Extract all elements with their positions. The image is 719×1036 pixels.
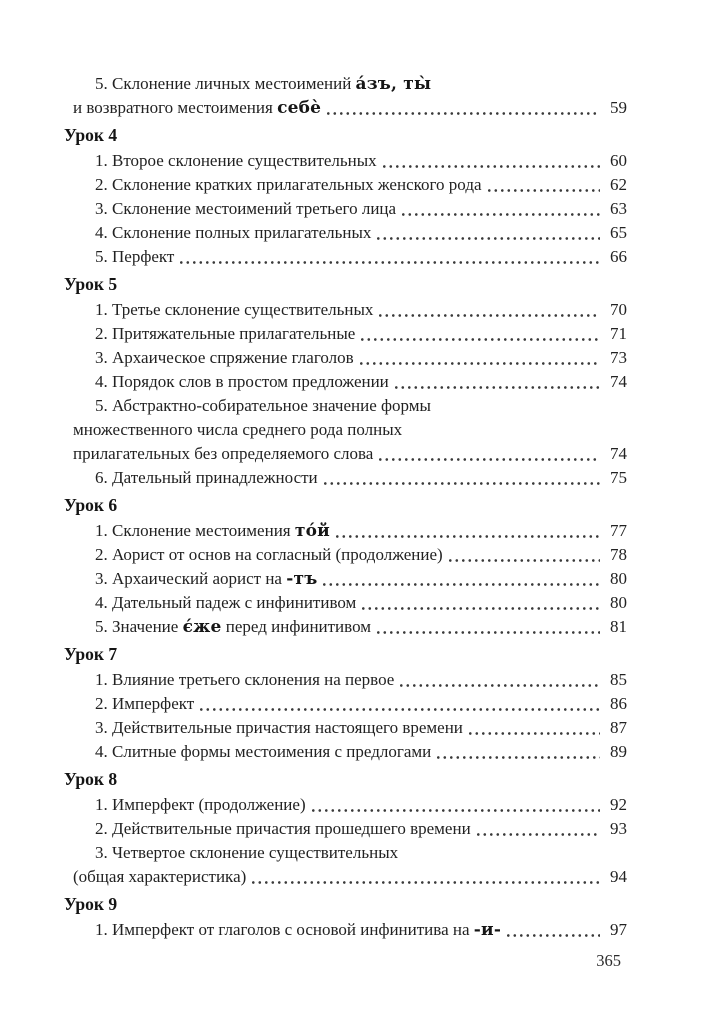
toc-entry-text: [95, 716, 463, 740]
entry-text-segment: 1. Влияние третьего склонения на первое: [95, 670, 395, 689]
entry-text-segment: 2. Склонение кратких прилагательных женского рода: [95, 175, 482, 194]
entry-text-segment: 1. Склонение местоимения: [95, 521, 295, 540]
toc-entry-text: [95, 149, 377, 173]
dot-leader: [449, 543, 600, 567]
entry-text-segment: 1. Третье склонение существительных: [95, 300, 374, 319]
entry-text-segment: 1. Имперфект (продолжение): [95, 795, 306, 814]
toc-entry-line: [64, 543, 627, 567]
section-title: Урок 4: [64, 125, 118, 145]
toc-entry-text: [95, 591, 356, 615]
section-title: Урок 9: [64, 894, 118, 914]
entry-text-segment: 5. Абстрактно-собирательное значение формы: [95, 396, 431, 415]
dot-leader: [379, 298, 600, 322]
church-slavonic-term: є́же: [182, 617, 222, 637]
toc-page-number: 71: [610, 324, 627, 343]
toc-page-number: 74: [610, 372, 627, 391]
dot-leader: [383, 149, 600, 173]
entry-text-segment: множественного числа среднего рода полных: [73, 420, 403, 439]
toc-entry-text: [95, 567, 317, 591]
toc-entry-text: [95, 298, 373, 322]
toc-entry-text: [73, 442, 373, 466]
toc-entry-text: [95, 466, 318, 490]
dot-leader: [377, 221, 600, 245]
toc-page-number: 97: [610, 920, 627, 939]
toc-entry-text: [95, 692, 194, 716]
entry-text-segment: 3. Действительные причастия настоящего времени: [95, 718, 463, 737]
table-of-contents: [64, 72, 627, 942]
toc-entry-line: [64, 615, 627, 639]
dot-leader: [402, 197, 600, 221]
entry-text-segment: 2. Действительные причастия прошедшего времени: [95, 819, 471, 838]
dot-leader: [362, 591, 600, 615]
toc-entry-line: [64, 298, 627, 322]
entry-text-segment: 1. Имперфект от глаголов с основой инфинитива на: [95, 920, 474, 939]
toc-entry-line: [64, 841, 627, 865]
toc-entry-line: [64, 173, 627, 197]
toc-entry-line: [64, 197, 627, 221]
toc-entry-line: [64, 418, 627, 442]
toc-page-number: 89: [610, 742, 627, 761]
entry-text-segment: 2. Притяжательные прилагательные: [95, 324, 356, 343]
toc-entry-text: [95, 394, 431, 418]
entry-text-segment: 1. Второе склонение существительных: [95, 151, 377, 170]
toc-entry-line: [64, 591, 627, 615]
toc-entry-text: [95, 740, 431, 764]
toc-entry-text: [95, 817, 471, 841]
church-slavonic-term: то́й: [294, 521, 330, 541]
toc-entry-text: [95, 173, 482, 197]
toc-page-number: 70: [610, 300, 627, 319]
toc-entry-line: [64, 346, 627, 370]
toc-page-number: 80: [610, 569, 627, 588]
toc-page-number: 85: [610, 670, 627, 689]
toc-page-number: 65: [610, 223, 627, 242]
toc-entry-line: [64, 96, 627, 120]
entry-text-segment: 2. Аорист от основ на согласный (продолжение): [95, 545, 443, 564]
entry-text-segment: 3. Четвертое склонение существительных: [95, 843, 399, 862]
dot-leader: [360, 346, 600, 370]
dot-leader: [252, 865, 600, 889]
section-title: Урок 5: [64, 274, 118, 294]
church-slavonic-term: себѐ: [277, 98, 322, 118]
toc-entry-line: [64, 466, 627, 490]
toc-entry-text: [73, 865, 246, 889]
entry-text-segment: 3. Склонение местоимений третьего лица: [95, 199, 397, 218]
church-slavonic-term: -тъ: [286, 569, 318, 589]
dot-leader: [488, 173, 600, 197]
dot-leader: [437, 740, 600, 764]
toc-entry-text: [73, 418, 402, 442]
toc-entry-text: [95, 918, 501, 942]
dot-leader: [477, 817, 600, 841]
toc-entry-line: [64, 668, 627, 692]
entry-text-segment: и возвратного местоимения: [73, 98, 278, 117]
dot-leader: [507, 918, 600, 942]
toc-entry-text: [95, 841, 398, 865]
toc-page-number: 93: [610, 819, 627, 838]
toc-page-number: 66: [610, 247, 627, 266]
toc-entry-text: [95, 72, 431, 96]
dot-leader: [180, 245, 600, 269]
dot-leader: [377, 615, 600, 639]
toc-page-number: 80: [610, 593, 627, 612]
entry-text-segment: 5. Склонение личных местоимений: [95, 74, 356, 93]
toc-entry-line: [64, 322, 627, 346]
dot-leader: [361, 322, 600, 346]
toc-entry-text: [95, 322, 355, 346]
entry-text-segment: 6. Дательный принадлежности: [95, 468, 318, 487]
toc-entry-line: [64, 918, 627, 942]
section-title: Урок 7: [64, 644, 118, 664]
toc-page-number: 92: [610, 795, 627, 814]
toc-entry-line: [64, 245, 627, 269]
toc-entry-text: [95, 221, 371, 245]
toc-entry-line: [64, 567, 627, 591]
entry-text-segment: (общая характеристика): [73, 867, 247, 886]
entry-text-segment: прилагательных без определяемого слова: [73, 444, 374, 463]
dot-leader: [327, 96, 600, 120]
toc-page-number: 77: [610, 521, 627, 540]
dot-leader: [400, 668, 600, 692]
toc-entry-text: [95, 370, 389, 394]
entry-text-segment: 3. Архаический аорист на: [95, 569, 287, 588]
toc-page-number: 62: [610, 175, 627, 194]
entry-text-segment: 2. Имперфект: [95, 694, 195, 713]
dot-leader: [324, 466, 600, 490]
dot-leader: [395, 370, 600, 394]
toc-entry-line: [64, 716, 627, 740]
toc-entry-line: [64, 740, 627, 764]
church-slavonic-term: -и-: [473, 920, 502, 940]
dot-leader: [200, 692, 600, 716]
toc-entry-text: [95, 346, 354, 370]
folio-page-number: 365: [596, 951, 621, 970]
church-slavonic-term: а́зъ, ты̀: [355, 74, 432, 94]
entry-text-segment: 4. Порядок слов в простом предложении: [95, 372, 389, 391]
toc-page-number: 59: [610, 98, 627, 117]
toc-page-number: 81: [610, 617, 627, 636]
entry-text-segment: перед инфинитивом: [221, 617, 372, 636]
toc-entry-line: [64, 221, 627, 245]
dot-leader: [312, 793, 600, 817]
toc-entry-line: [64, 394, 627, 418]
toc-page-number: 75: [610, 468, 627, 487]
toc-page-number: 78: [610, 545, 627, 564]
toc-entry-text: [73, 96, 321, 120]
toc-entry-text: [95, 519, 330, 543]
toc-entry-line: [64, 793, 627, 817]
toc-entry-line: [64, 72, 627, 96]
toc-page-number: 73: [610, 348, 627, 367]
toc-page-number: 94: [610, 867, 627, 886]
entry-text-segment: 3. Архаическое спряжение глаголов: [95, 348, 354, 367]
entry-text-segment: 5. Перфект: [95, 247, 175, 266]
toc-entry-line: [64, 370, 627, 394]
dot-leader: [336, 519, 600, 543]
toc-page-number: 86: [610, 694, 627, 713]
entry-text-segment: 4. Слитные формы местоимения с предлогами: [95, 742, 432, 761]
toc-entry-line: [64, 442, 627, 466]
toc-entry-line: [64, 149, 627, 173]
toc-page-number: 74: [610, 444, 627, 463]
toc-entry-text: [95, 668, 394, 692]
toc-entry-line: [64, 817, 627, 841]
section-title: Урок 8: [64, 769, 118, 789]
dot-leader: [379, 442, 600, 466]
toc-entry-text: [95, 615, 371, 639]
dot-leader: [323, 567, 600, 591]
toc-entry-line: [64, 519, 627, 543]
section-title: Урок 6: [64, 495, 118, 515]
toc-page-number: 60: [610, 151, 627, 170]
toc-page-number: 87: [610, 718, 627, 737]
toc-entry-line: [64, 692, 627, 716]
toc-entry-text: [95, 245, 174, 269]
entry-text-segment: 5. Значение: [95, 617, 183, 636]
dot-leader: [469, 716, 600, 740]
toc-page-number: 63: [610, 199, 627, 218]
toc-entry-text: [95, 197, 396, 221]
toc-entry-text: [95, 793, 306, 817]
entry-text-segment: 4. Склонение полных прилагательных: [95, 223, 372, 242]
toc-entry-line: [64, 865, 627, 889]
toc-entry-text: [95, 543, 443, 567]
entry-text-segment: 4. Дательный падеж с инфинитивом: [95, 593, 357, 612]
